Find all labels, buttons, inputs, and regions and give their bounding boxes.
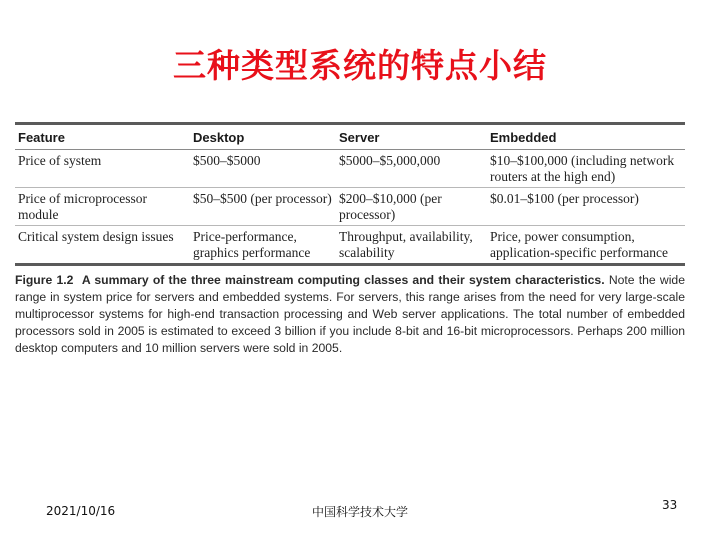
figure-caption	[15, 272, 685, 357]
table-row	[15, 150, 685, 188]
table-cell: Price of system	[15, 150, 190, 188]
table-cell: Price-performance, graphics performance	[190, 226, 336, 265]
slide-title: 三种类型系统的特点小结	[173, 46, 547, 85]
table-row	[15, 188, 685, 226]
table-cell: Price, power consumption, application-specific performance	[487, 226, 685, 265]
footer-date: 2021/10/16	[46, 504, 116, 518]
page-number: 33	[662, 498, 678, 512]
header-embedded: Embedded	[487, 124, 685, 150]
figure-caption-body: Note the wide range in system price for servers and embedded systems. For servers, this range arises from the need for very large-scale multiprocessor systems for high-end transaction processing and Web server applications. The total number of embedded processors sold in 2005 is estimated to exceed 3 billion if you include 8-bit and 16-bit microprocessors. Perhaps 200 million desktop computers and 10 million servers were sold in 2005.	[15, 273, 685, 355]
table-cell: $200–$10,000 (per processor)	[336, 188, 487, 226]
figure-label: Figure 1.2	[15, 273, 74, 287]
table-cell: $500–$5000	[190, 150, 336, 188]
footer-org: 中国科学技术大学	[311, 505, 408, 519]
table-header-row	[15, 124, 685, 150]
table-cell: Critical system design issues	[15, 226, 190, 265]
header-server: Server	[336, 124, 487, 150]
table-cell: $10–$100,000 (including network routers at the high end)	[487, 150, 685, 188]
figure	[15, 122, 685, 357]
table-cell: $50–$500 (per processor)	[190, 188, 336, 226]
figure-lead: A summary of the three mainstream computing classes and their system characteristics.	[81, 273, 605, 287]
table-cell: Throughput, availability, scalability	[336, 226, 487, 265]
table-cell: $5000–$5,000,000	[336, 150, 487, 188]
header-feature: Feature	[15, 124, 190, 150]
header-desktop: Desktop	[190, 124, 336, 150]
table-cell: $0.01–$100 (per processor)	[487, 188, 685, 226]
summary-table	[15, 122, 685, 266]
table-row	[15, 226, 685, 265]
table-cell: Price of microprocessor module	[15, 188, 190, 226]
